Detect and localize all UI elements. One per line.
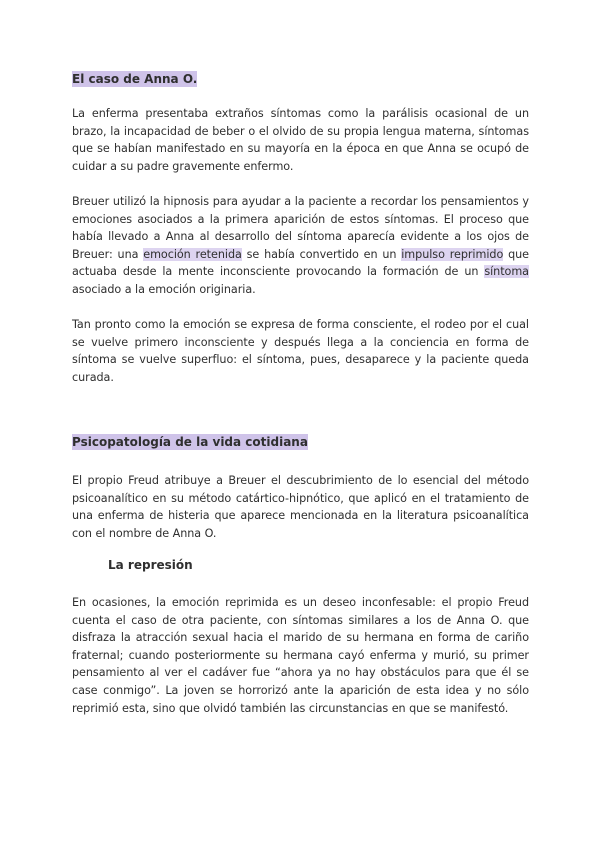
section-heading-anna-o: El caso de Anna O. [72, 72, 198, 86]
paragraph-represion: En ocasiones, la emoción reprimida es un deseo inconfesable: el propio Freud cuenta el caso de otra paciente, con síntomas similares a los de Anna O. que disfraza la atracción sexual hacia el marido de su hermana en forma de cariño fraternal; cuando posteriormente su hermana cayó enferma y murió, su primer pensamiento al ver el cadáver fue “ahora ya no hay obstáculos para que él se case conmigo”. La joven se horrorizó ante la aparición de esta idea y no sólo reprimió esta, sino que olvidó también las circunstancias en que se manifestó. [72, 596, 529, 715]
paragraph-cure: Tan pronto como la emoción se expresa de forma consciente, el rodeo por el cual se vuelve primero inconsciente y después llega a la conciencia en forma de síntoma se vuelve superfluo: el síntoma, pues, desaparece y la paciente queda curada. [72, 318, 529, 384]
highlight-impulso-reprimido: impulso reprimido [401, 247, 504, 261]
highlight-sintoma: síntoma [484, 265, 529, 279]
paragraph-breuer-hypnosis: Breuer utilizó la hipnosis para ayudar a la paciente a recordar los pensamientos y emociones asociados a la primera aparición de estos síntomas. El proceso que había llevado a Anna al desarrollo del síntoma aparecía evidente a los ojos de Breuer: una emoción retenida se había convertido en un impulso reprimido que actuaba desde la mente inconsciente provocando la formación de un síntoma asociado a la emoción originaria. [72, 195, 530, 296]
paragraph-freud-breuer: El propio Freud atribuye a Breuer el descubrimiento de lo esencial del método psicoanalítico en su método catártico-hipnótico, que aplicó en el tratamiento de una enferma de histeria que aparece mencionada en la literatura psicoanalítica con el nombre de Anna O. [72, 474, 529, 540]
paragraph-symptoms: La enferma presentaba extraños síntomas como la parálisis ocasional de un brazo, la incapacidad de beber o el olvido de su propia lengua materna, síntomas que se habían manifestado en su mayoría en la época en que Anna se ocupó de cuidar a su padre gravemente enfermo. [72, 107, 529, 173]
highlight-emocion-retenida: emoción retenida [143, 247, 242, 261]
subheading-represion: La represión [108, 558, 193, 572]
section-heading-psicopatologia: Psicopatología de la vida cotidiana [72, 435, 308, 449]
